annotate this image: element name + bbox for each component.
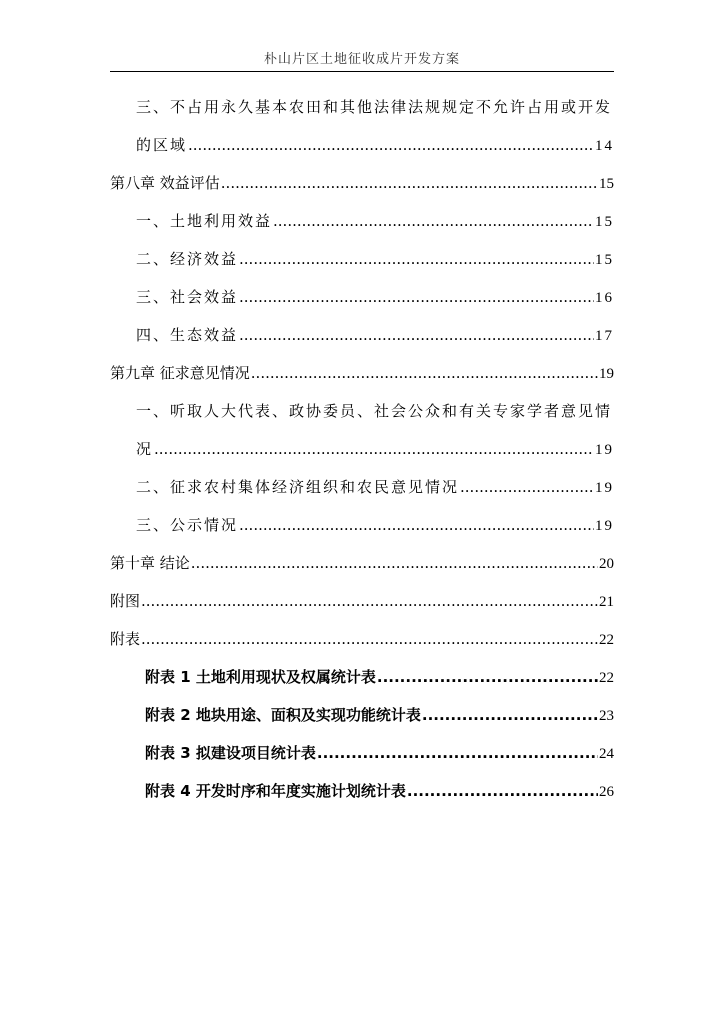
toc-entry-chapter[interactable] — [110, 588, 614, 614]
toc-entry-chapter[interactable] — [110, 550, 614, 576]
toc-entry-title: 第八章 效益评估 — [110, 174, 220, 192]
toc-leader-dots — [141, 588, 598, 614]
toc-page-number: 22 — [599, 632, 614, 648]
toc-entry-title: 附表 4 开发时序和年度实施计划统计表 — [145, 782, 406, 800]
toc-page-number: 17 — [595, 328, 614, 344]
toc-leader-dots — [317, 740, 598, 766]
toc-entry[interactable] — [136, 246, 614, 272]
toc-entry-title: 四、生态效益 — [136, 326, 239, 344]
toc-page-number: 15 — [595, 252, 614, 268]
toc-page-number: 15 — [599, 176, 614, 192]
toc-page-number: 26 — [599, 784, 614, 800]
toc-page-number: 19 — [599, 366, 614, 382]
toc-leader-dots — [154, 436, 594, 462]
toc-entry[interactable] — [136, 474, 614, 500]
toc-entry-wrap-line[interactable]: 三、不占用永久基本农田和其他法律法规规定不允许占用或开发 — [136, 98, 613, 116]
toc-leader-dots — [460, 474, 594, 500]
toc-entry-title: 附表 2 地块用途、面积及实现功能统计表 — [145, 706, 421, 724]
toc-entry[interactable] — [136, 132, 614, 158]
toc-leader-dots — [239, 322, 594, 348]
toc-page-number: 19 — [595, 518, 614, 534]
toc-entry-title: 三、社会效益 — [136, 288, 239, 306]
toc-entry-appendix[interactable] — [145, 740, 614, 766]
toc-entry-appendix[interactable] — [145, 702, 614, 728]
toc-entry-chapter[interactable] — [110, 626, 614, 652]
toc-leader-dots — [251, 360, 598, 386]
toc-entry[interactable] — [136, 512, 614, 538]
toc-entry-title: 附表 — [110, 630, 141, 648]
toc-entry-title: 的区域 — [136, 136, 188, 154]
toc-entry-chapter[interactable] — [110, 170, 614, 196]
toc-entry-title: 第十章 结论 — [110, 554, 190, 572]
header-divider — [110, 71, 614, 72]
toc-entry-title: 二、征求农村集体经济组织和农民意见情况 — [136, 478, 460, 496]
toc-page-number: 14 — [595, 138, 614, 154]
toc-entry-title: 况 — [136, 440, 154, 458]
toc-entry-chapter[interactable] — [110, 360, 614, 386]
toc-entry[interactable] — [136, 284, 614, 310]
toc-entry-title: 第九章 征求意见情况 — [110, 364, 250, 382]
toc-leader-dots — [273, 208, 594, 234]
toc-entry-title: 附表 3 拟建设项目统计表 — [145, 744, 316, 762]
toc-entry-appendix[interactable] — [145, 664, 614, 690]
toc-leader-dots — [191, 550, 598, 576]
toc-leader-dots — [221, 170, 598, 196]
toc-leader-dots — [407, 778, 598, 804]
toc-entry-title: 一、土地利用效益 — [136, 212, 273, 230]
toc-entry-title: 三、公示情况 — [136, 516, 239, 534]
toc-entry-appendix[interactable] — [145, 778, 614, 804]
toc-leader-dots — [422, 702, 598, 728]
toc-page-number: 16 — [595, 290, 614, 306]
toc-entry-wrap-line[interactable]: 一、听取人大代表、政协委员、社会公众和有关专家学者意见情 — [136, 402, 613, 420]
toc-page-number: 23 — [599, 708, 614, 724]
toc-leader-dots — [239, 246, 594, 272]
toc-entry[interactable] — [136, 436, 614, 462]
toc-leader-dots — [239, 512, 594, 538]
toc-leader-dots — [188, 132, 594, 158]
toc-page-number: 19 — [595, 480, 614, 496]
toc-entry[interactable] — [136, 322, 614, 348]
toc-leader-dots — [239, 284, 594, 310]
toc-page-number: 24 — [599, 746, 614, 762]
toc-entry[interactable] — [136, 208, 614, 234]
toc-page-number: 19 — [595, 442, 614, 458]
toc-page-number: 21 — [599, 594, 614, 610]
toc-page-number: 15 — [595, 214, 614, 230]
toc-page-number: 22 — [599, 670, 614, 686]
page-header: 朴山片区土地征收成片开发方案 — [263, 52, 460, 67]
toc-entry-title: 二、经济效益 — [136, 250, 239, 268]
toc-entry-title: 附表 1 土地利用现状及权属统计表 — [145, 668, 376, 686]
toc-leader-dots — [141, 626, 598, 652]
toc-entry-title: 附图 — [110, 592, 141, 610]
toc-leader-dots — [377, 664, 598, 690]
toc-page-number: 20 — [599, 556, 614, 572]
